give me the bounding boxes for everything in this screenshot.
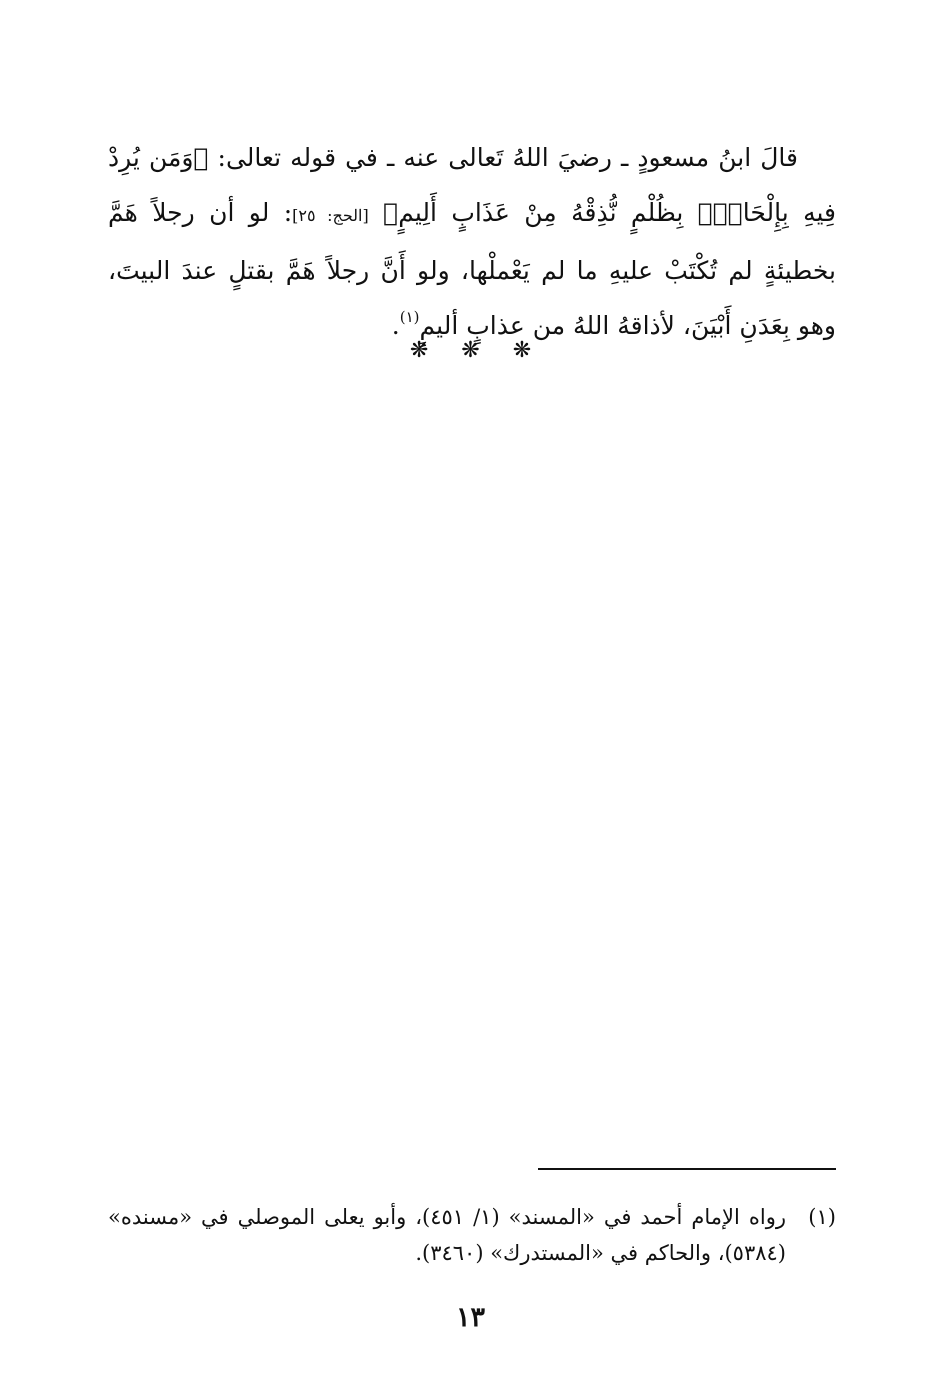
- footnote-item: [108, 1199, 836, 1271]
- verse-citation: [الحج: ٢٥]: [292, 206, 369, 225]
- footnote-reference[interactable]: (١): [399, 308, 420, 326]
- quran-close-bracket: ﴾: [383, 198, 399, 227]
- quran-open-bracket: ﴿: [193, 143, 209, 172]
- footnotes-block: [108, 1199, 836, 1271]
- footnote-number: (١): [808, 1205, 836, 1229]
- intro-text: قالَ ابنُ مسعودٍ ـ رضيَ اللهُ تَعالى عنه ـ في قوله تعالى:: [208, 143, 798, 172]
- end-punctuation: .: [391, 311, 400, 340]
- main-paragraph: [108, 130, 836, 353]
- footnote-divider: [538, 1168, 836, 1170]
- section-separator: ❋ ❋ ❋: [409, 338, 532, 363]
- body-text: : لو أن رجلاً هَمَّ بخطيئةٍ لم تُكْتَبْ عليهِ ما لم يَعْملْها، ولو أَنَّ رجلاً هَمَّ بقتلٍ عندَ البيتَ، وهو بِعَدَنِ أَبْيَنَ، لأذاقهُ اللهُ من عذابٍ أليمٍ: [108, 198, 836, 340]
- page-number: ١٣: [455, 1302, 485, 1333]
- footnote-text: رواه الإمام أحمد في «المسند» (١/ ٤٥١)، وأبو يعلى الموصلي في «مسنده» (٥٣٨٤)، والحاكم في «المستدرك» (٣٤٦٠).: [108, 1205, 786, 1265]
- main-text-block: [108, 130, 836, 353]
- quran-verse-text: وَمَن يُرِدْ فِيهِ بِإِلْحَادٍۭ بِظُلْمٍ نُّذِقْهُ مِنْ عَذَابٍ أَلِيمٍ: [108, 143, 836, 227]
